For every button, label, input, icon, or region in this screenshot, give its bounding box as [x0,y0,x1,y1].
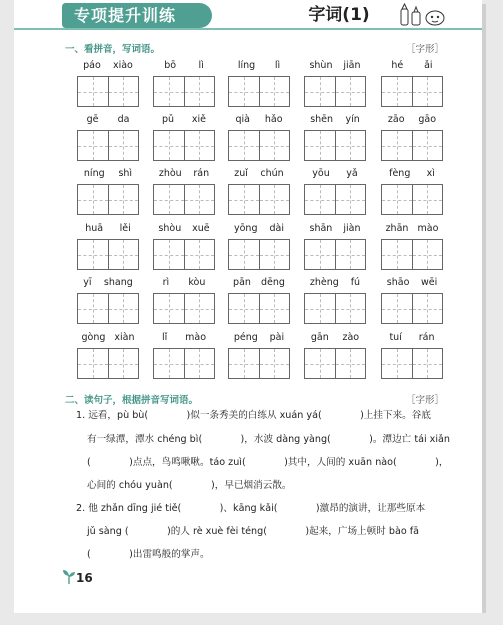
pinyin-label [381,60,443,74]
pinyin-label [77,223,139,237]
pinyin-label [153,223,215,237]
writing-boxes[interactable] [304,76,366,107]
word-item [304,332,366,384]
pinyin-syllable: fú [350,277,361,288]
page-shadow [482,4,486,613]
pinyin-syllable: gē [86,114,99,125]
grid-row [77,60,469,112]
writing-boxes[interactable] [381,239,443,270]
pinyin-syllable: rán [193,168,210,179]
word-item [228,60,290,112]
pinyin-syllable: zào [342,332,360,343]
pinyin-label [304,60,366,74]
word-item [381,277,443,329]
sentence-line: 心间的 chóu yuàn( )，早已烟消云散。 [87,480,292,491]
writing-cell[interactable] [413,349,443,378]
writing-cell[interactable] [109,77,139,106]
pinyin-label [304,168,366,182]
writing-cell[interactable] [305,77,336,106]
word-item [381,114,443,166]
writing-cell[interactable] [305,131,336,160]
pinyin-syllable: bō [164,60,177,71]
writing-boxes[interactable] [381,76,443,107]
pinyin-syllable: zhān [385,223,409,234]
pinyin-syllable: xuē [192,223,210,234]
writing-boxes[interactable] [77,239,139,270]
pinyin-label [304,277,366,291]
word-item [77,114,139,166]
pinyin-syllable: wēi [420,277,438,288]
writing-cell[interactable] [336,131,366,160]
sentence-line: ( )出雷鸣般的掌声。 [87,549,210,560]
pinyin-syllable: páo [83,60,101,71]
writing-boxes[interactable] [304,239,366,270]
pinyin-label [153,168,215,182]
pinyin-syllable: tuí [389,332,402,343]
pinyin-label [153,277,215,291]
pinyin-syllable: lěi [119,223,131,234]
pinyin-syllable: níng [83,168,105,179]
writing-boxes[interactable] [77,184,139,215]
writing-boxes[interactable] [381,293,443,324]
header-tag: 专项提升训练 [62,3,212,28]
writing-cell[interactable] [78,240,109,269]
pinyin-label [304,114,366,128]
word-item [153,60,215,112]
writing-cell[interactable] [185,131,215,160]
writing-boxes[interactable] [153,239,215,270]
writing-boxes[interactable] [304,348,366,379]
pinyin-syllable: lì [198,60,204,71]
writing-cell[interactable] [185,77,215,106]
writing-cell[interactable] [185,349,215,378]
writing-cell[interactable] [260,77,290,106]
pinyin-label [77,168,139,182]
writing-cell[interactable] [229,240,260,269]
writing-cell[interactable] [336,185,366,214]
pinyin-label [381,332,443,346]
word-item [228,277,290,329]
pinyin-syllable: shùn [309,60,333,71]
writing-cell[interactable] [336,294,366,323]
grid-row [77,332,469,384]
pinyin-syllable: rì [162,277,170,288]
writing-cell[interactable] [229,294,260,323]
sentence-line: 有一绿潭，潭水 chéng bì( )，水波 dàng yàng( )。潭边亡 tái xiǎn [87,434,450,445]
writing-cell[interactable] [229,349,260,378]
pinyin-syllable: mào [185,332,207,343]
grid-row [77,277,469,329]
word-item [153,168,215,220]
pinyin-syllable: xiàn [114,332,135,343]
pinyin-label [381,223,443,237]
writing-boxes[interactable] [228,76,290,107]
sentence-line: ( )点点，鸟鸣啾啾。táo zuì( )其中，人间的 xuān nào( )， [87,457,449,468]
page-number: 16 [76,571,93,585]
pinyin-label [77,332,139,346]
pinyin-label [228,332,290,346]
word-item [77,332,139,384]
pinyin-syllable: gān [310,332,329,343]
pinyin-label [153,60,215,74]
pinyin-label [153,114,215,128]
pinyin-label [381,168,443,182]
pinyin-syllable: yín [345,114,360,125]
pinyin-syllable: huā [85,223,104,234]
pinyin-syllable: zāo [387,114,405,125]
pinyin-syllable: pài [269,332,285,343]
writing-boxes[interactable] [77,130,139,161]
word-item [381,60,443,112]
pinyin-syllable: hé [391,60,404,71]
writing-boxes[interactable] [153,76,215,107]
writing-cell[interactable] [260,240,290,269]
grid-row [77,114,469,166]
writing-boxes[interactable] [228,239,290,270]
pinyin-label [228,60,290,74]
writing-boxes[interactable] [153,130,215,161]
writing-cell[interactable] [336,77,366,106]
word-item [77,168,139,220]
sprout-icon [62,568,76,584]
writing-boxes[interactable] [77,348,139,379]
pinyin-syllable: shì [118,168,133,179]
pinyin-label [304,223,366,237]
word-item [228,114,290,166]
writing-cell[interactable] [413,294,443,323]
pinyin-syllable: dài [269,223,284,234]
pinyin-syllable: shēn [310,114,334,125]
writing-boxes[interactable] [381,184,443,215]
pinyin-syllable: lì [274,60,281,71]
sentence-line: jǔ sàng ( )的人 rè xuè fèi téng( )起来，广场上顿时 bào fā [87,526,420,537]
writing-cell[interactable] [260,349,290,378]
grid-row [77,223,469,275]
pinyin-syllable: ǎi [424,60,433,71]
writing-boxes[interactable] [381,348,443,379]
section2-tag: ［字形］ [406,395,445,406]
word-item [77,60,139,112]
pinyin-syllable: mào [417,223,439,234]
pinyin-syllable: xiě [191,114,207,125]
writing-cell[interactable] [382,240,413,269]
writing-cell[interactable] [382,131,413,160]
word-item [304,60,366,112]
writing-cell[interactable] [305,240,336,269]
pinyin-syllable: gāo [418,114,437,125]
section1-tag: ［字形］ [406,44,445,55]
pinyin-syllable: hǎo [264,114,283,125]
section2-title: 二、读句子，根据拼音写词语。 [65,395,199,406]
pinyin-syllable: zhòu [158,168,182,179]
writing-cell[interactable] [336,240,366,269]
word-item [381,168,443,220]
word-item [381,332,443,384]
sentence-line: 1. 远看，pù bù( )似一条秀美的白练从 xuán yá( )上挂下来。谷底 [76,410,431,421]
writing-cell[interactable] [382,349,413,378]
stationery-icon [397,3,453,27]
writing-boxes[interactable] [304,293,366,324]
section1-title: 一、看拼音，写词语。 [65,44,161,55]
word-item [304,114,366,166]
pinyin-label [77,60,139,74]
pinyin-label [228,168,290,182]
writing-cell[interactable] [154,349,185,378]
writing-cell[interactable] [260,294,290,323]
worksheet-page [14,0,482,613]
pinyin-syllable: yǎ [346,168,358,179]
writing-cell[interactable] [109,185,139,214]
writing-cell[interactable] [413,77,443,106]
pinyin-label [228,223,290,237]
word-item [153,223,215,275]
word-item [153,114,215,166]
pinyin-syllable: lǐ [161,332,168,343]
writing-cell[interactable] [382,77,413,106]
pinyin-syllable: pān [233,277,251,288]
pinyin-label [304,332,366,346]
writing-boxes[interactable] [153,293,215,324]
pinyin-syllable: fèng [389,168,411,179]
pinyin-syllable: péng [233,332,258,343]
pinyin-syllable: yōng [234,223,258,234]
grid-row [77,168,469,220]
writing-cell[interactable] [109,240,139,269]
writing-cell[interactable] [229,131,260,160]
writing-cell[interactable] [305,185,336,214]
pinyin-label [381,277,443,291]
writing-cell[interactable] [109,131,139,160]
writing-boxes[interactable] [77,76,139,107]
pinyin-syllable: líng [237,60,256,71]
writing-cell[interactable] [78,131,109,160]
pinyin-syllable: xiào [112,60,133,71]
word-item [77,223,139,275]
pinyin-label [77,277,139,291]
writing-cell[interactable] [78,349,109,378]
word-item [228,223,290,275]
pinyin-syllable: da [117,114,130,125]
pinyin-syllable: rán [418,332,435,343]
word-item [381,223,443,275]
writing-cell[interactable] [78,185,109,214]
word-item [153,277,215,329]
writing-cell[interactable] [336,349,366,378]
writing-cell[interactable] [413,131,443,160]
pinyin-syllable: gòng [81,332,106,343]
writing-boxes[interactable] [228,130,290,161]
pinyin-label [381,114,443,128]
writing-cell[interactable] [185,240,215,269]
writing-cell[interactable] [154,294,185,323]
writing-boxes[interactable] [228,184,290,215]
writing-cell[interactable] [109,349,139,378]
writing-boxes[interactable] [228,348,290,379]
pinyin-syllable: jiān [343,60,361,71]
pinyin-syllable: jiàn [343,223,361,234]
pinyin-syllable: shòu [158,223,182,234]
writing-cell[interactable] [305,294,336,323]
writing-cell[interactable] [260,131,290,160]
writing-cell[interactable] [154,77,185,106]
writing-cell[interactable] [413,240,443,269]
pinyin-label [228,114,290,128]
sentence-line: 2. 他 zhǎn dīng jié tiě( )、kāng kǎi( )激昂的演讲，让那些原本 [76,503,426,514]
pinyin-syllable: zuǐ [234,168,248,179]
writing-cell[interactable] [154,185,185,214]
pinyin-syllable: chún [260,168,284,179]
writing-boxes[interactable] [153,348,215,379]
writing-cell[interactable] [260,185,290,214]
pinyin-syllable: dēng [261,277,285,288]
writing-cell[interactable] [382,294,413,323]
pinyin-label [77,114,139,128]
word-item [304,168,366,220]
word-item [153,332,215,384]
word-item [304,223,366,275]
pinyin-syllable: shang [103,277,133,288]
pinyin-syllable: yōu [312,168,330,179]
writing-cell[interactable] [185,185,215,214]
page-title: 字词(1) [308,5,370,25]
writing-cell[interactable] [229,77,260,106]
pinyin-label [228,277,290,291]
word-item [304,277,366,329]
pinyin-syllable: kòu [188,277,206,288]
word-item [77,277,139,329]
writing-cell[interactable] [185,294,215,323]
pinyin-syllable: qià [235,114,250,125]
writing-boxes[interactable] [77,293,139,324]
writing-cell[interactable] [305,349,336,378]
pinyin-syllable: shān [309,223,333,234]
writing-boxes[interactable] [153,184,215,215]
pinyin-syllable: zhèng [309,277,339,288]
writing-cell[interactable] [154,240,185,269]
writing-cell[interactable] [154,131,185,160]
writing-boxes[interactable] [228,293,290,324]
writing-cell[interactable] [229,185,260,214]
pinyin-syllable: shāo [386,277,410,288]
writing-boxes[interactable] [304,184,366,215]
word-item [228,168,290,220]
writing-boxes[interactable] [304,130,366,161]
writing-boxes[interactable] [381,130,443,161]
writing-cell[interactable] [382,185,413,214]
writing-cell[interactable] [109,294,139,323]
pinyin-syllable: pǔ [161,114,175,125]
pinyin-syllable: yī [83,277,92,288]
pinyin-syllable: xì [426,168,435,179]
writing-cell[interactable] [413,185,443,214]
writing-cell[interactable] [78,77,109,106]
header-band [14,0,482,30]
pinyin-label [153,332,215,346]
writing-cell[interactable] [78,294,109,323]
word-item [228,332,290,384]
